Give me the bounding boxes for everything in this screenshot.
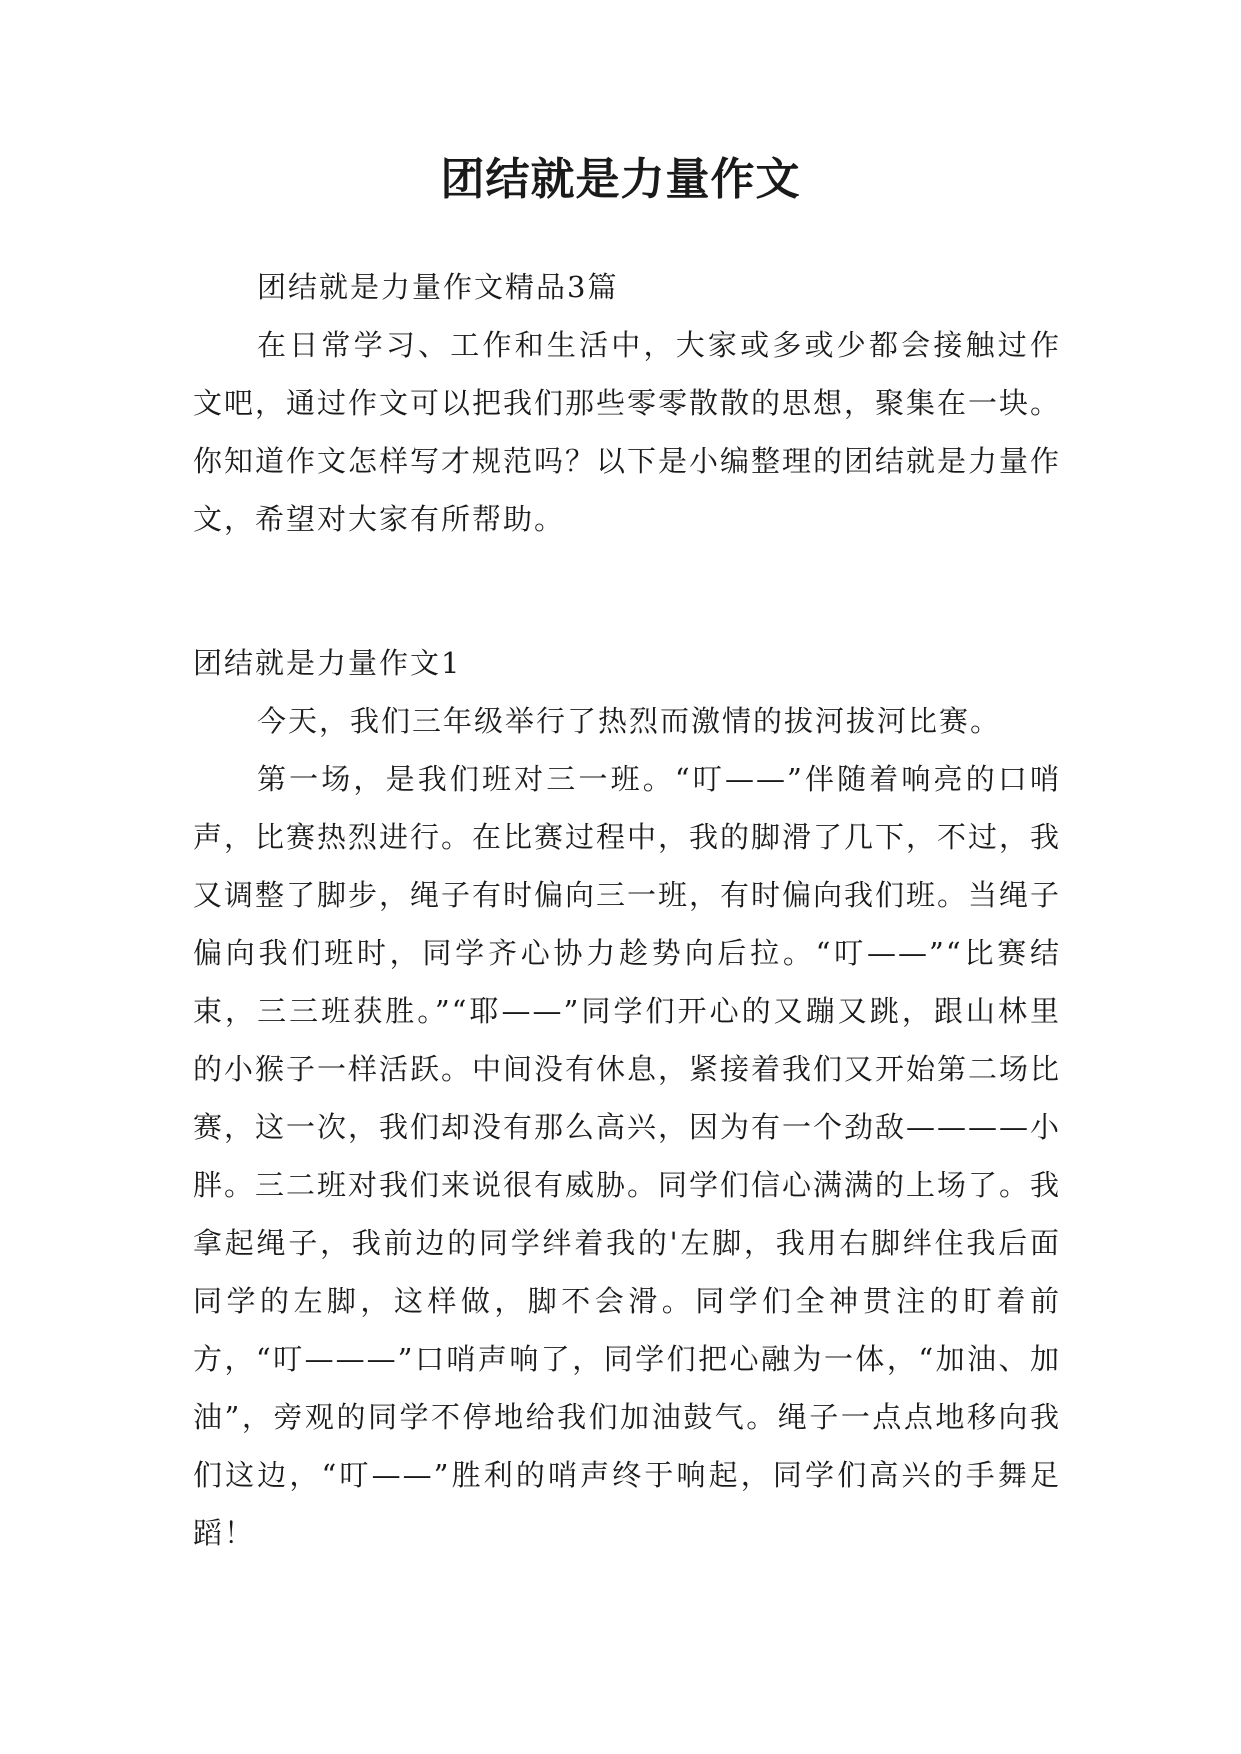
essay-1-heading: 团结就是力量作文1 <box>193 646 462 680</box>
essay-1-section <box>193 634 1061 1562</box>
essay-1-paragraph-1: 今天，我们三年级举行了热烈而激情的拔河拔河比赛。 <box>257 704 1002 738</box>
intro-paragraph: 在日常学习、工作和生活中，大家或多或少都会接触过作文吧，通过作文可以把我们那些零零散散的思想，聚集在一块。你知道作文怎样写才规范吗？以下是小编整理的团结就是力量作文，希望对大家有所帮助。 <box>193 328 1062 536</box>
document-title: 团结就是力量作文 <box>440 154 801 205</box>
intro-section <box>193 258 1061 548</box>
essay-1-paragraph-2: 第一场，是我们班对三一班。“叮——”伴随着响亮的口哨声，比赛热烈进行。在比赛过程中，我的脚滑了几下，不过，我又调整了脚步，绳子有时偏向三一班，有时偏向我们班。当绳子偏向我们班时，同学齐心协力趁势向后拉。“叮——”“比赛结束，三三班获胜。”“耶——”同学们开心的又蹦又跳，跟山林里的小猴子一样活跃。中间没有休息，紧接着我们又开始第二场比赛，这一次，我们却没有那么高兴，因为有一个劲敌————小胖。三二班对我们来说很有威胁。同学们信心满满的上场了。我拿起绳子，我前边的同学绊着我的'左脚，我用右脚绊住我后面同学的左脚，这样做，脚不会滑。同学们全神贯注的盯着前方，“叮———”口哨声响了，同学们把心融为一体，“加油、加油”，旁观的同学不停地给我们加油鼓气。绳子一点点地移向我们这边，“叮——”胜利的哨声终于响起，同学们高兴的手舞足蹈！ <box>193 762 1062 1550</box>
document-subtitle: 团结就是力量作文精品3篇 <box>257 270 619 304</box>
